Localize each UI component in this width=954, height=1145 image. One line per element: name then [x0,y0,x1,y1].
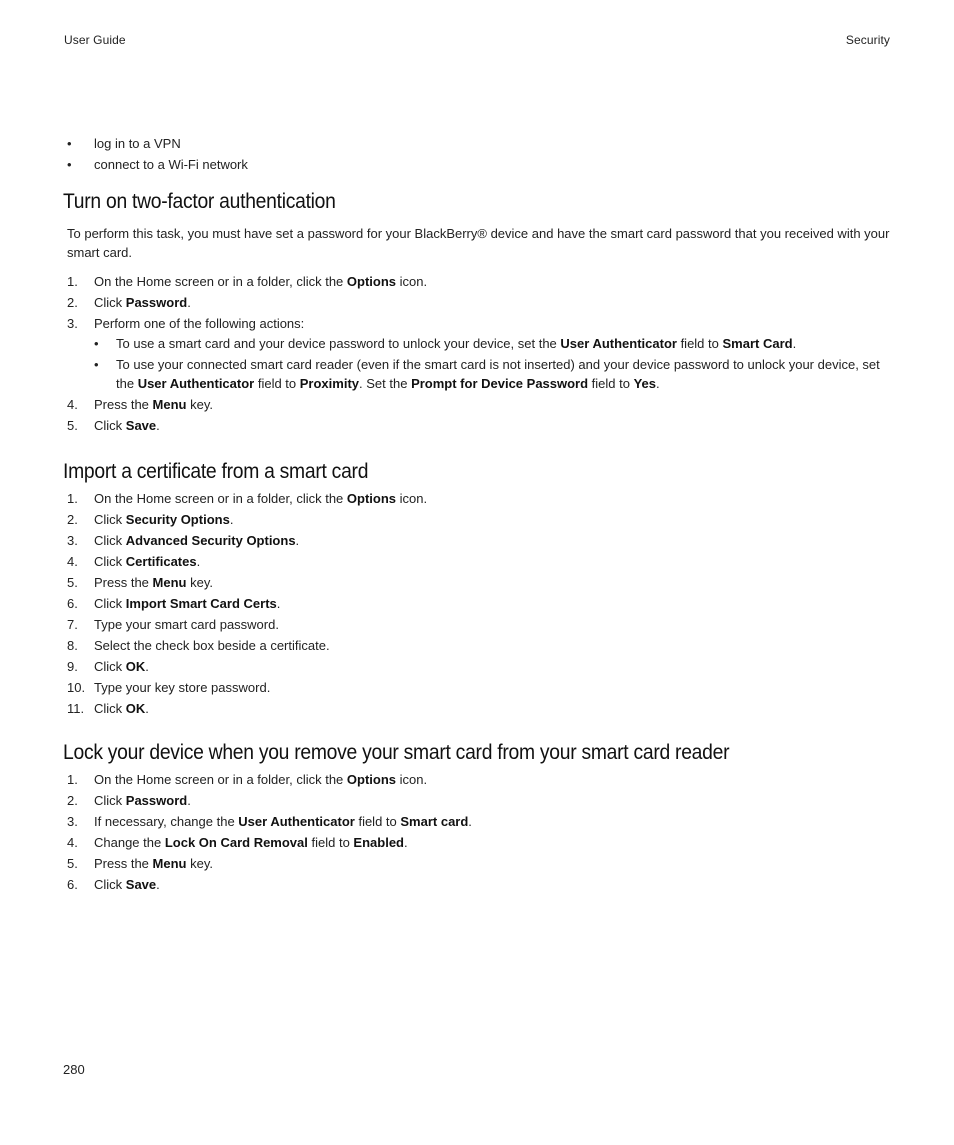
ui-term: OK [125,659,146,674]
section-heading-import-certificate: Import a certificate from a smart card [63,460,369,483]
ui-term: Prompt for Device Password [411,376,589,391]
step-item [67,416,893,435]
step-text: Click [94,877,126,892]
running-header-right: Security [845,33,890,47]
step-text: Press the [94,856,153,871]
ui-term: Certificates [125,554,197,569]
step-text: . [187,793,191,808]
ui-term: Security Options [125,512,230,527]
step-number: 9. [67,659,78,674]
step-number: 3. [67,533,78,548]
step-text: Click [94,596,126,611]
step-text: Click [94,554,126,569]
ui-term: Password [125,295,188,310]
ui-term: Save [125,418,157,433]
page-number: 280 [63,1062,85,1077]
step-text: . [792,336,797,351]
ui-term: Menu [152,575,187,590]
step-number: 1. [67,491,78,506]
ui-term: Options [346,491,397,506]
step-item [67,678,893,697]
step-text: Click [94,295,126,310]
step-text: Click [94,659,126,674]
step-list-two-factor [67,272,893,435]
step-text: To use a smart card and your device password to unlock your device, set the [116,336,561,351]
step-number: 4. [67,835,78,850]
step-number: 3. [67,814,78,829]
bullet-item [67,155,893,174]
ui-term: Advanced Security Options [125,533,296,548]
step-item [67,552,893,571]
step-number: 2. [67,295,78,310]
step-text: . [196,554,201,569]
ui-term: Options [346,274,397,289]
step-text: If necessary, change the [94,814,239,829]
intro-bullet-list [67,134,893,174]
step-number: 1. [67,772,78,787]
step-number: 3. [67,316,78,331]
step-item [67,510,893,529]
step-item [67,854,893,873]
step-text: icon. [396,491,428,506]
bullet-marker: • [67,136,72,151]
section-heading-lock-device: Lock your device when you remove your smart card from your smart card reader [63,741,730,764]
step-item [67,812,893,831]
step-text: . [468,814,472,829]
ui-term: Menu [152,397,187,412]
ui-term: User Authenticator [137,376,255,391]
step-item [67,272,893,291]
ui-term: Smart card [400,814,469,829]
step-text: . [156,418,160,433]
section-lock-device [63,739,893,894]
step-text: Press the [94,575,153,590]
step-item [67,573,893,592]
ui-term: Menu [152,856,187,871]
bullet-text: log in to a VPN [94,136,181,151]
step-item [67,636,893,655]
step-number: 5. [67,418,78,433]
section-import-certificate [63,458,893,718]
step-text: icon. [396,772,428,787]
step-text: Click [94,793,126,808]
step-number: 7. [67,617,78,632]
sub-bullet-item [94,334,893,353]
step-item [67,770,893,789]
step-number: 4. [67,397,78,412]
ui-term: Smart Card [722,336,793,351]
step-text: Change the [94,835,165,850]
step-text: field to [254,376,300,391]
step-item [67,594,893,613]
ui-term: Options [346,772,397,787]
step-text: . [156,877,160,892]
bullet-marker: • [94,357,99,372]
step-text: Click [94,701,126,716]
step-text: key. [186,856,213,871]
step-text: Click [94,512,126,527]
section-heading-two-factor: Turn on two-factor authentication [63,190,336,213]
step-text: key. [186,575,213,590]
step-number: 2. [67,512,78,527]
step-item [67,489,893,508]
sub-bullet-list [94,334,893,393]
step-text: . [187,295,191,310]
step-text: field to [676,336,723,351]
step-text: field to [588,376,634,391]
ui-term: Yes [633,376,657,391]
step-text: Click [94,418,126,433]
ui-term: User Authenticator [560,336,677,351]
ui-term: Password [125,793,188,808]
step-number: 6. [67,877,78,892]
step-text: To use your connected smart card reader (even if the smart card is not inserted) and your device password to unlock your device, set the [116,357,880,391]
step-number: 1. [67,274,78,289]
step-text: Type your smart card password. [94,617,279,632]
section-intro-paragraph: To perform this task, you must have set a password for your BlackBerry® device and have the smart card password that you received with your smart card. [67,226,890,260]
step-item [67,833,893,852]
ui-term: Import Smart Card Certs [125,596,277,611]
step-list-lock-device [67,770,893,894]
step-text: On the Home screen or in a folder, click the [94,274,347,289]
step-text: icon. [396,274,428,289]
bullet-marker: • [94,336,99,351]
step-number: 2. [67,793,78,808]
step-item [67,875,893,894]
step-text: . [229,512,234,527]
bullet-text: connect to a Wi-Fi network [94,157,248,172]
step-text: . [404,835,408,850]
step-text: Click [94,533,126,548]
step-number: 10. [67,680,86,695]
step-text: On the Home screen or in a folder, click the [94,772,347,787]
step-text: On the Home screen or in a folder, click the [94,491,347,506]
step-number: 11. [67,701,85,716]
bullet-marker: • [67,157,72,172]
step-number: 8. [67,638,78,653]
bullet-item [67,134,893,153]
step-text: Perform one of the following actions: [94,316,305,331]
section-two-factor [63,188,893,435]
step-text: . [145,659,149,674]
ui-term: Enabled [353,835,404,850]
step-item [67,293,893,312]
page-content [63,134,893,896]
step-item [67,699,893,718]
step-item [67,395,893,414]
ui-term: Lock On Card Removal [164,835,308,850]
step-number: 6. [67,596,78,611]
step-item [67,531,893,550]
step-text: Press the [94,397,153,412]
ui-term: User Authenticator [238,814,355,829]
step-number: 5. [67,575,78,590]
running-header-left: User Guide [64,33,126,47]
step-text: Type your key store password. [94,680,271,695]
step-item [67,314,893,393]
sub-bullet-item [94,355,893,393]
step-text: . [276,596,281,611]
step-number: 5. [67,856,78,871]
step-text: . Set the [359,376,412,391]
step-text: . [656,376,660,391]
ui-term: Save [125,877,157,892]
step-number: 4. [67,554,78,569]
step-text: key. [186,397,213,412]
step-text: . [295,533,300,548]
step-list-import-certificate [67,489,893,718]
step-text: . [145,701,149,716]
step-text: Select the check box beside a certificate. [94,638,330,653]
step-text: field to [307,835,354,850]
ui-term: OK [125,701,146,716]
step-text: field to [354,814,401,829]
step-item [67,615,893,634]
ui-term: Proximity [299,376,360,391]
step-item [67,657,893,676]
step-item [67,791,893,810]
